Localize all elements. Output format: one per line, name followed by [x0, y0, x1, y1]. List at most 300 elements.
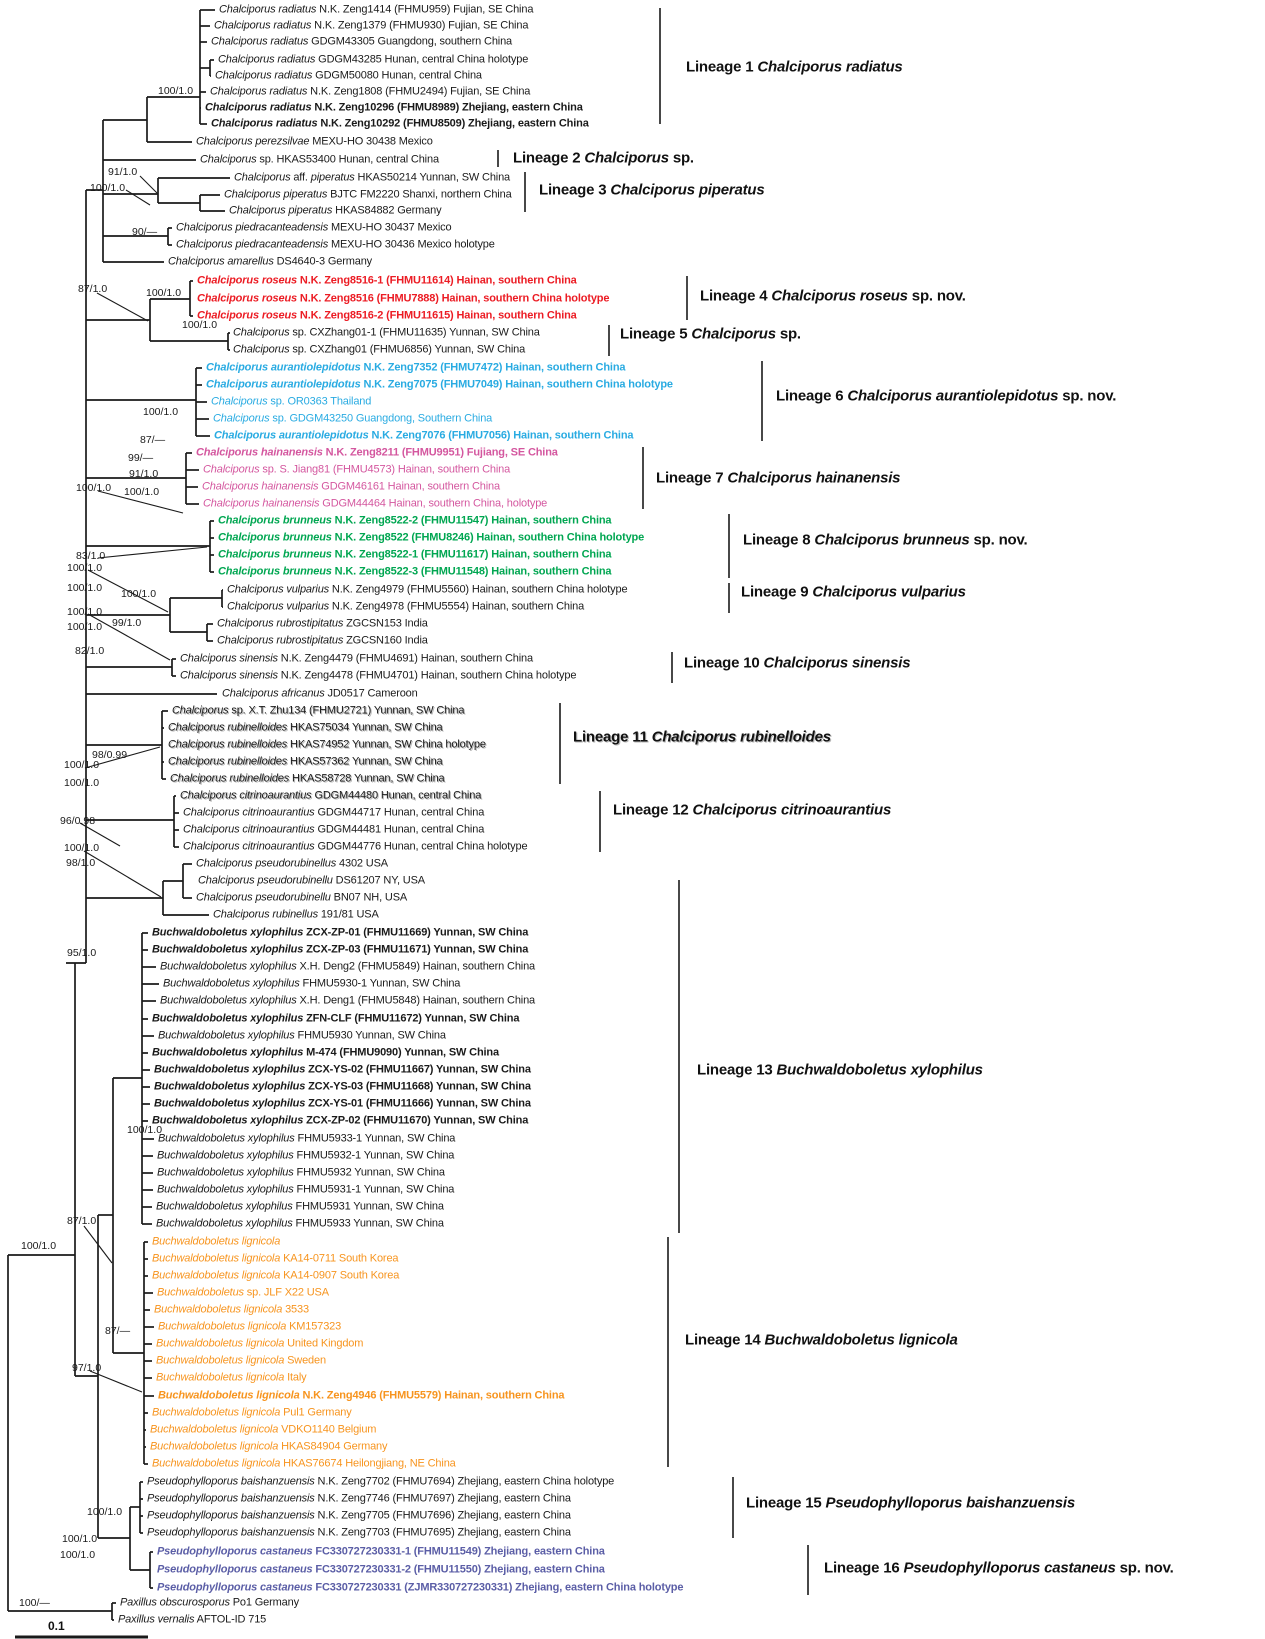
taxon-label [183, 808, 484, 819]
taxon-label [158, 1322, 341, 1333]
taxon-name-italic: piperatus [310, 171, 355, 184]
taxon-name-italic: Buchwaldoboletus xylophilus [776, 1061, 983, 1079]
taxon-name-italic: Buchwaldoboletus xylophilus [157, 1166, 294, 1179]
taxon-name-italic: Buchwaldoboletus lignicola [156, 1371, 285, 1384]
taxon-name-italic: Chalciporus radiatus [205, 101, 312, 114]
support-value: 87/1.0 [78, 282, 108, 295]
taxon-name-roman: 3533 [282, 1303, 309, 1316]
taxon-name-italic: Chalciporus amarellus [168, 255, 274, 268]
taxon-name-roman: KM157323 [286, 1320, 342, 1333]
taxon-label [168, 757, 443, 768]
support-callout-line [98, 547, 207, 558]
taxon-name-roman: sp. nov. [969, 531, 1028, 549]
taxon-name-italic: Pseudophylloporus castaneus [157, 1581, 313, 1594]
taxon-label [157, 1151, 454, 1162]
taxon-name-roman: sp. nov. [1115, 1559, 1174, 1577]
taxon-name-roman: N.K. Zeng7703 (FHMU7695) Zhejiang, eastern China [314, 1526, 571, 1539]
lineage-label-15 [746, 1496, 1075, 1511]
taxon-label [168, 740, 486, 751]
taxon-label [147, 1477, 614, 1488]
taxon-name-italic: Chalciporus roseus [197, 292, 297, 305]
taxon-name-roman: ZGCSN153 India [343, 617, 428, 630]
taxon-name-roman: sp. [668, 149, 694, 167]
taxon-label [152, 1408, 352, 1419]
lineage-label-9 [741, 585, 966, 600]
taxon-label [152, 1014, 519, 1025]
taxon-name-roman: N.K. Zeng8516 (FHMU7888) Hainan, southern China holotype [297, 292, 610, 305]
taxon-label [147, 1511, 571, 1522]
taxon-label [229, 206, 441, 217]
support-value: 100/1.0 [76, 481, 112, 494]
taxon-name-italic: Chalciporus rubinelloides [168, 738, 288, 751]
taxon-name-roman: Sweden [284, 1354, 326, 1367]
lineage-label-10 [684, 656, 910, 671]
taxon-name-italic: Chalciporus citrinoaurantius [183, 823, 315, 836]
taxon-name-italic: Chalciporus pseudorubinellu [196, 891, 331, 904]
lineage-label-13 [697, 1063, 983, 1078]
taxon-label [157, 1583, 683, 1594]
scale-label: 0.1 [48, 1619, 65, 1633]
taxon-name-roman: GDGM43285 Hunan, central China holotype [315, 53, 529, 66]
taxon-name-roman: Lineage 1 [686, 58, 758, 76]
taxon-name-roman: HKAS75034 Yunnan, SW China [287, 721, 443, 734]
taxon-label [152, 1254, 398, 1265]
taxon-label [218, 55, 528, 66]
taxon-name-roman: sp. JLF X22 USA [243, 1286, 329, 1299]
taxon-name-roman: MEXU-HO 30437 Mexico [328, 221, 452, 234]
taxon-name-roman: Lineage 10 [684, 654, 764, 672]
support-value: 100/1.0 [60, 1548, 96, 1561]
taxon-name-italic: Buchwaldoboletus xylophilus [154, 1063, 306, 1076]
taxon-name-italic: Buchwaldoboletus xylophilus [156, 1217, 293, 1230]
taxon-name-roman: FC330727230331-2 (FHMU11550) Zhejiang, eastern China [312, 1563, 605, 1576]
taxon-name-italic: Buchwaldoboletus lignicola [150, 1423, 279, 1436]
taxon-label [197, 294, 609, 305]
taxon-name-roman: HKAS50214 Yunnan, SW China [354, 171, 511, 184]
taxon-name-italic: Chalciporus rubinelloides [651, 728, 831, 746]
taxon-label [180, 791, 481, 802]
taxon-name-italic: Chalciporus [584, 149, 669, 167]
taxon-name-italic: Buchwaldoboletus [157, 1286, 244, 1299]
taxon-name-italic: Pseudophylloporus baishanzuensis [147, 1509, 315, 1522]
taxon-name-italic: Chalciporus [203, 463, 260, 476]
taxon-name-roman: 191/81 USA [317, 908, 379, 921]
taxon-label [213, 910, 379, 921]
taxon-label [180, 671, 576, 682]
support-value: 99/— [128, 451, 154, 464]
support-callout-line [84, 851, 161, 897]
taxon-name-italic: Chalciporus radiatus [210, 85, 308, 98]
taxon-label [211, 397, 371, 408]
taxon-label [196, 893, 407, 904]
taxon-label [152, 1271, 399, 1282]
taxon-name-roman: GDGM43305 Guangdong, southern China [308, 35, 513, 48]
taxon-name-roman: N.K. Zeng8211 (FHMU9951) Fujiang, SE China [322, 446, 558, 459]
taxon-name-italic: Chalciporus brunneus [218, 565, 332, 578]
taxon-name-italic: Buchwaldoboletus xylophilus [158, 1132, 295, 1145]
taxon-name-roman: ZCX-YS-03 (FHMU11668) Yunnan, SW China [305, 1080, 531, 1093]
taxon-label [118, 1615, 266, 1626]
taxon-name-roman: Lineage 3 [539, 181, 611, 199]
support-value: 100/1.0 [62, 1532, 98, 1545]
taxon-name-roman: FHMU5930 Yunnan, SW China [294, 1029, 446, 1042]
taxon-label [176, 240, 495, 251]
support-callout-line [97, 293, 148, 321]
support-value: 87/— [140, 433, 166, 446]
taxon-name-italic: Pseudophylloporus baishanzuensis [147, 1526, 315, 1539]
taxon-name-italic: Buchwaldoboletus lignicola [156, 1337, 285, 1350]
taxon-name-roman: ZCX-YS-01 (FHMU11666) Yunnan, SW China [305, 1097, 531, 1110]
taxon-name-italic: Chalciporus piperatus [224, 188, 328, 201]
taxon-label [156, 1219, 444, 1230]
taxon-name-italic: Chalciporus brunneus [218, 514, 332, 527]
taxon-label [222, 689, 418, 700]
taxon-name-roman: N.K. Zeng1808 (FHMU2494) Fujian, SE China [307, 85, 531, 98]
taxon-name-italic: Buchwaldoboletus xylophilus [152, 1012, 304, 1025]
taxon-name-roman: M-474 (FHMU9090) Yunnan, SW China [303, 1046, 499, 1059]
support-value: 100/1.0 [182, 318, 218, 331]
taxon-label [147, 1494, 571, 1505]
support-callout-line [140, 176, 157, 193]
taxon-label [203, 499, 547, 510]
taxon-name-roman: Lineage 8 [743, 531, 815, 549]
taxon-label [205, 103, 583, 114]
taxon-name-italic: Paxillus obscurosporus [120, 1596, 230, 1609]
taxon-name-roman: United Kingdom [284, 1337, 364, 1350]
taxon-name-roman: N.K. Zeng7075 (FHMU7049) Hainan, southern China holotype [360, 378, 673, 391]
support-value: 83/1.0 [76, 549, 106, 562]
taxon-name-roman: ZCX-ZP-03 (FHMU11671) Yunnan, SW China [303, 943, 529, 956]
taxon-label [152, 1237, 280, 1248]
taxon-name-roman: sp. S. Jiang81 (FHMU4573) Hainan, southern China [259, 463, 511, 476]
taxon-name-roman: HKAS74952 Yunnan, SW China holotype [287, 738, 486, 751]
taxon-name-italic: Buchwaldoboletus xylophilus [160, 994, 297, 1007]
taxon-name-italic: Chalciporus [233, 343, 290, 356]
support-value: 100/1.0 [124, 485, 160, 498]
support-value: 100/1.0 [143, 405, 179, 418]
taxon-label [154, 1099, 531, 1110]
taxon-name-roman: HKAS84882 Germany [332, 204, 442, 217]
taxon-label [218, 533, 644, 544]
taxon-name-roman: sp. nov. [907, 287, 966, 305]
taxon-name-roman: sp. X.T. Zhu134 (FHMU2721) Yunnan, SW China [228, 704, 465, 717]
taxon-label [150, 1425, 376, 1436]
lineage-label-3 [539, 183, 765, 198]
taxon-name-roman: GDGM44480 Hunan, central China [311, 789, 482, 802]
taxon-name-roman: N.K. Zeng4479 (FHMU4691) Hainan, southern China [277, 652, 533, 665]
taxon-name-italic: Chalciporus rubinellus [213, 908, 318, 921]
taxon-name-italic: Chalciporus citrinoaurantius [183, 806, 315, 819]
taxon-name-roman: HKAS76674 Heilongjiang, NE China [280, 1457, 456, 1470]
taxon-name-italic: Chalciporus piedracanteadensis [176, 238, 329, 251]
taxon-name-roman: ZFN-CLF (FHMU11672) Yunnan, SW China [303, 1012, 520, 1025]
taxon-name-italic: Chalciporus radiatus [757, 58, 903, 76]
taxon-name-roman: GDGM44776 Hunan, central China holotype [314, 840, 528, 853]
taxon-label [176, 223, 451, 234]
taxon-name-roman: Pul1 Germany [280, 1406, 352, 1419]
support-value: 98/0.99 [92, 748, 128, 761]
taxon-name-roman: N.K. Zeng1379 (FHMU930) Fujian, SE China [311, 19, 529, 32]
taxon-name-italic: Pseudophylloporus baishanzuensis [147, 1475, 315, 1488]
taxon-name-italic: Chalciporus aurantiolepidotus [847, 387, 1059, 405]
taxon-name-roman: KA14-0907 South Korea [280, 1269, 400, 1282]
taxon-name-roman: JD0517 Cameroon [324, 687, 418, 700]
support-value: 91/1.0 [129, 467, 159, 480]
taxon-label [168, 723, 443, 734]
taxon-name-roman: Lineage 13 [697, 1061, 777, 1079]
taxon-name-italic: Chalciporus roseus [197, 274, 297, 287]
support-value: 82/1.0 [75, 644, 105, 657]
taxon-name-italic: Chalciporus [233, 326, 290, 339]
support-value: 91/1.0 [108, 165, 138, 178]
taxon-name-italic: Buchwaldoboletus xylophilus [152, 1114, 304, 1127]
taxon-name-roman: KA14-0711 South Korea [280, 1252, 399, 1265]
taxon-name-italic: Buchwaldoboletus xylophilus [158, 1029, 295, 1042]
taxon-name-roman: Lineage 2 [513, 149, 585, 167]
taxon-name-italic: Buchwaldoboletus xylophilus [156, 1200, 293, 1213]
taxon-name-roman: N.K. Zeng4946 (FHMU5579) Hainan, southern China [299, 1389, 565, 1402]
taxon-label [196, 859, 388, 870]
taxon-label [198, 876, 425, 887]
support-value: 100/1.0 [90, 181, 126, 194]
taxon-label [196, 137, 433, 148]
taxon-name-roman: N.K. Zeng8522 (FHMU8246) Hainan, southern China holotype [331, 531, 645, 544]
taxon-name-roman: sp. GDGM43250 Guangdong, Southern China [269, 412, 493, 425]
taxon-name-italic: Buchwaldoboletus lignicola [158, 1320, 287, 1333]
taxon-label [218, 567, 611, 578]
taxon-name-italic: Chalciporus pseudorubinellu [198, 874, 333, 887]
taxon-name-roman: VDKO1140 Belgium [278, 1423, 377, 1436]
taxon-name-roman: FHMU5932-1 Yunnan, SW China [293, 1149, 455, 1162]
taxon-name-roman: N.K. Zeng8516-1 (FHMU11614) Hainan, southern China [297, 274, 577, 287]
taxon-name-italic: Buchwaldoboletus lignicola [152, 1269, 281, 1282]
taxon-label [152, 1116, 528, 1127]
taxon-name-italic: Buchwaldoboletus xylophilus [152, 1046, 304, 1059]
taxon-label [197, 311, 577, 322]
taxon-name-italic: Chalciporus rubrostipitatus [217, 634, 344, 647]
taxon-name-italic: Chalciporus radiatus [211, 35, 309, 48]
support-value: 100/1.0 [127, 1123, 163, 1136]
taxon-name-italic: Chalciporus perezsilvae [196, 135, 310, 148]
taxon-name-italic: Chalciporus rubinelloides [170, 772, 290, 785]
lineage-label-1 [686, 60, 903, 75]
taxon-name-roman: MEXU-HO 30438 Mexico [309, 135, 433, 148]
taxon-name-italic: Chalciporus vulparius [227, 600, 330, 613]
taxon-name-italic: Chalciporus hainanensis [196, 446, 323, 459]
taxon-label [234, 173, 510, 184]
taxon-name-roman: ZCX-ZP-02 (FHMU11670) Yunnan, SW China [303, 1114, 529, 1127]
taxon-name-roman: N.K. Zeng7352 (FHMU7472) Hainan, southern China [360, 361, 626, 374]
support-value: 96/0.98 [60, 814, 96, 827]
support-value: 100/1.0 [67, 561, 103, 574]
taxon-name-italic: Chalciporus rubinelloides [168, 721, 288, 734]
lineage-label-12 [613, 803, 891, 818]
taxon-name-italic: Chalciporus radiatus [218, 53, 316, 66]
taxon-label [154, 1065, 531, 1076]
taxon-name-italic: Chalciporus radiatus [211, 117, 318, 130]
taxon-name-italic: Chalciporus aurantiolepidotus [214, 429, 369, 442]
taxon-label [160, 962, 535, 973]
taxon-name-roman: BJTC FM2220 Shanxi, northern China [327, 188, 512, 201]
taxon-name-italic: Paxillus vernalis [118, 1613, 195, 1626]
taxon-name-roman: ZGCSN160 India [343, 634, 428, 647]
taxon-name-roman: FC330727230331 (ZJMR330727230331) Zhejiang, eastern China holotype [312, 1581, 684, 1594]
taxon-name-italic: Chalciporus piedracanteadensis [176, 221, 329, 234]
taxon-name-italic: Chalciporus hainanensis [727, 469, 901, 487]
taxon-name-italic: Buchwaldoboletus lignicola [152, 1406, 281, 1419]
taxon-name-roman: N.K. Zeng8516-2 (FHMU11615) Hainan, southern China [297, 309, 577, 322]
taxon-label [218, 550, 611, 561]
taxon-name-roman: GDGM44464 Hainan, southern China, holotype [319, 497, 548, 510]
taxon-label [158, 1134, 455, 1145]
taxon-name-roman: sp. OR0363 Thailand [267, 395, 372, 408]
taxon-name-italic: Chalciporus radiatus [215, 69, 313, 82]
support-value: 100/1.0 [67, 581, 103, 594]
taxon-name-italic: Chalciporus [211, 395, 268, 408]
taxon-name-italic: Chalciporus [213, 412, 270, 425]
taxon-label [163, 979, 460, 990]
taxon-label [183, 825, 484, 836]
lineage-label-6 [776, 389, 1116, 404]
taxon-name-italic: Chalciporus aurantiolepidotus [206, 378, 361, 391]
taxon-name-roman: HKAS84904 Germany [278, 1440, 388, 1453]
taxon-name-italic: Chalciporus aurantiolepidotus [206, 361, 361, 374]
taxon-label [120, 1598, 299, 1609]
taxon-name-roman: N.K. Zeng4978 (FHMU5554) Hainan, southern China [329, 600, 585, 613]
taxon-name-italic: Buchwaldoboletus lignicola [152, 1252, 281, 1265]
taxon-name-roman: N.K. Zeng1414 (FHMU959) Fujian, SE China [316, 3, 534, 16]
taxon-name-roman: N.K. Zeng7705 (FHMU7696) Zhejiang, eastern China [314, 1509, 571, 1522]
taxon-name-roman: AFTOL-ID 715 [194, 1613, 267, 1626]
taxon-name-roman: Po1 Germany [229, 1596, 299, 1609]
lineage-label-16 [824, 1561, 1174, 1576]
taxon-name-italic: Chalciporus vulparius [812, 583, 966, 601]
taxon-label [197, 276, 577, 287]
taxon-name-roman: N.K. Zeng8522-3 (FHMU11548) Hainan, southern China [331, 565, 612, 578]
lineage-label-14 [685, 1333, 958, 1348]
taxon-name-roman: FHMU5931 Yunnan, SW China [292, 1200, 444, 1213]
taxon-label [157, 1288, 329, 1299]
taxon-name-roman: Lineage 12 [613, 801, 693, 819]
taxon-name-roman: GDGM46161 Hainan, southern China [318, 480, 500, 493]
lineage-label-5 [620, 327, 801, 342]
taxon-name-italic: Chalciporus radiatus [219, 3, 317, 16]
support-value: 97/1.0 [72, 1361, 102, 1374]
taxon-name-italic: Pseudophylloporus castaneus [157, 1563, 313, 1576]
taxon-name-roman: Lineage 4 [700, 287, 772, 305]
taxon-name-italic: Pseudophylloporus baishanzuensis [825, 1494, 1075, 1512]
taxon-label [217, 619, 428, 630]
taxon-name-italic: Chalciporus citrinoaurantius [692, 801, 892, 819]
taxon-label [156, 1339, 363, 1350]
taxon-name-italic: Chalciporus [234, 171, 291, 184]
lineage-label-7 [656, 471, 900, 486]
taxon-name-italic: Chalciporus brunneus [218, 531, 332, 544]
taxon-label [154, 1305, 309, 1316]
taxon-label [160, 996, 535, 1007]
taxon-label [211, 119, 589, 130]
support-value: 90/— [132, 225, 158, 238]
taxon-name-italic: Chalciporus roseus [771, 287, 908, 305]
taxon-name-roman: N.K. Zeng10292 (FHMU8509) Zhejiang, eastern China [317, 117, 589, 130]
taxon-name-italic: Chalciporus brunneus [218, 548, 332, 561]
taxon-name-roman: FHMU5932 Yunnan, SW China [293, 1166, 445, 1179]
taxon-label [210, 87, 530, 98]
taxon-name-roman: Lineage 7 [656, 469, 728, 487]
taxon-name-roman: BN07 NH, USA [330, 891, 408, 904]
taxon-name-italic: Chalciporus piperatus [229, 204, 333, 217]
taxon-name-italic: Chalciporus africanus [222, 687, 325, 700]
taxon-name-italic: Buchwaldoboletus xylophilus [163, 977, 300, 990]
taxon-name-italic: Chalciporus piperatus [610, 181, 765, 199]
taxon-label [214, 431, 633, 442]
taxon-label [157, 1168, 445, 1179]
taxon-name-roman: DS61207 NY, USA [332, 874, 425, 887]
lineage-label-4 [700, 289, 966, 304]
taxon-name-italic: Buchwaldoboletus lignicola [158, 1389, 300, 1402]
support-value: 100/1.0 [67, 620, 103, 633]
lineage-label-8 [743, 533, 1028, 548]
taxon-name-italic: Chalciporus [691, 325, 776, 343]
taxon-name-roman: sp. nov. [1058, 387, 1117, 405]
taxon-label [180, 654, 533, 665]
taxon-label [172, 706, 464, 717]
taxon-name-roman: X.H. Deng2 (FHMU5849) Hainan, southern China [296, 960, 536, 973]
taxon-name-roman: FHMU5930-1 Yunnan, SW China [299, 977, 461, 990]
taxon-label [152, 1048, 499, 1059]
taxon-name-roman: sp. CXZhang01-1 (FHMU11635) Yunnan, SW China [289, 326, 540, 339]
taxon-name-italic: Chalciporus sinensis [763, 654, 911, 672]
taxon-name-roman: N.K. Zeng10296 (FHMU8989) Zhejiang, eastern China [311, 101, 583, 114]
taxon-label [206, 380, 673, 391]
taxon-label [233, 328, 540, 339]
taxon-name-roman: N.K. Zeng4979 (FHMU5560) Hainan, southern China holotype [329, 583, 628, 596]
taxon-name-italic: Chalciporus brunneus [814, 531, 970, 549]
taxon-name-italic: Buchwaldoboletus xylophilus [154, 1097, 306, 1110]
taxon-label [213, 414, 492, 425]
taxon-label [154, 1082, 531, 1093]
support-value: 100/1.0 [87, 1505, 123, 1518]
support-value: 87/— [105, 1324, 131, 1337]
taxon-name-italic: Chalciporus hainanensis [203, 497, 320, 510]
taxon-name-roman: MEXU-HO 30436 Mexico holotype [328, 238, 495, 251]
taxon-name-italic: Chalciporus rubrostipitatus [217, 617, 344, 630]
taxon-label [203, 465, 510, 476]
support-value: 100/1.0 [121, 587, 157, 600]
taxon-name-roman: GDGM44717 Hunan, central China [314, 806, 485, 819]
support-value: 100/1.0 [64, 758, 100, 771]
taxon-name-italic: Buchwaldoboletus lignicola [152, 1235, 281, 1248]
taxon-label [152, 1459, 456, 1470]
taxon-label [200, 155, 439, 166]
support-callout-line [126, 190, 150, 205]
taxon-label [152, 928, 528, 939]
taxon-label [156, 1202, 444, 1213]
taxon-name-italic: Buchwaldoboletus lignicola [156, 1354, 285, 1367]
taxon-label [157, 1185, 454, 1196]
taxon-name-roman: ZCX-YS-02 (FHMU11667) Yunnan, SW China [305, 1063, 531, 1076]
taxon-name-roman: GDGM44481 Hunan, central China [314, 823, 485, 836]
taxon-name-italic: Buchwaldoboletus xylophilus [157, 1183, 294, 1196]
taxon-name-roman: sp. CXZhang01 (FHMU6856) Yunnan, SW China [289, 343, 526, 356]
taxon-name-italic: Chalciporus vulparius [227, 583, 330, 596]
taxon-name-roman: ZCX-ZP-01 (FHMU11669) Yunnan, SW China [303, 926, 529, 939]
support-value: 87/1.0 [67, 1214, 97, 1227]
taxon-name-italic: Chalciporus [200, 153, 257, 166]
taxon-name-italic: Buchwaldoboletus lignicola [152, 1457, 281, 1470]
taxon-name-roman: N.K. Zeng4478 (FHMU4701) Hainan, southern China holotype [277, 669, 577, 682]
taxon-name-roman: N.K. Zeng8522-2 (FHMU11547) Hainan, southern China [331, 514, 612, 527]
